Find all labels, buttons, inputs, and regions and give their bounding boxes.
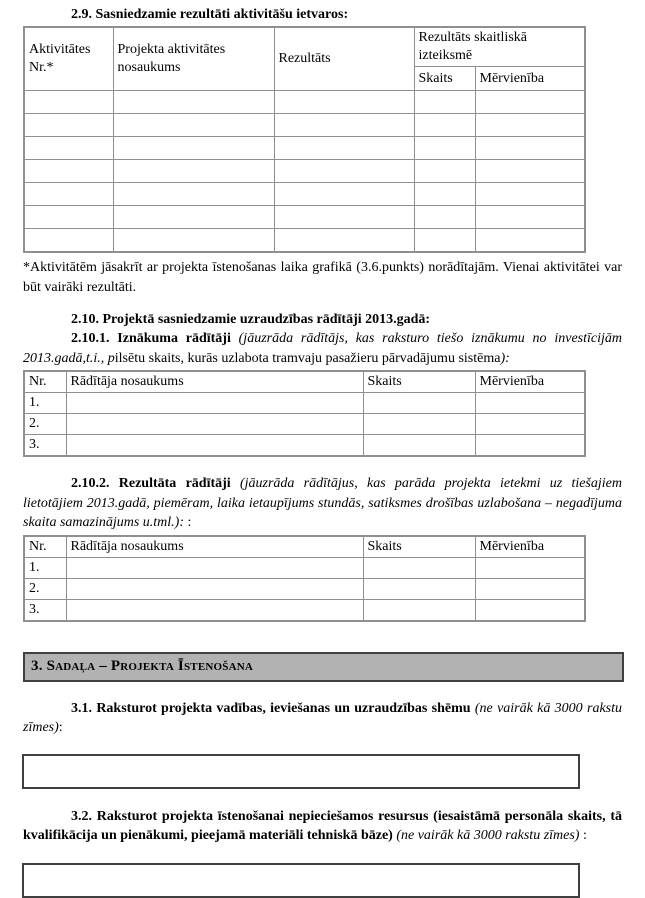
- result-indicators-table: [23, 535, 586, 622]
- unit-cell[interactable]: [475, 414, 585, 435]
- col-header-count: Skaits: [414, 67, 475, 91]
- col-header-indicator-name: Rādītāja nosaukums: [66, 371, 363, 393]
- col-header-numeric-result-group: Rezultāts skaitliskā izteiksmē: [414, 27, 585, 67]
- count-cell[interactable]: [363, 599, 475, 621]
- indicator-name-cell[interactable]: [66, 599, 363, 621]
- unit-cell[interactable]: [475, 435, 585, 457]
- activity-nr-cell[interactable]: [24, 137, 113, 160]
- unit-cell[interactable]: [475, 91, 585, 114]
- indicator-name-cell[interactable]: [66, 578, 363, 599]
- count-cell[interactable]: [414, 137, 475, 160]
- count-cell[interactable]: [414, 160, 475, 183]
- activity-name-cell[interactable]: [113, 183, 274, 206]
- row-number-cell: 1.: [24, 557, 66, 578]
- row-number-cell: 3.: [24, 435, 66, 457]
- col-header-result: Rezultāts: [274, 27, 414, 91]
- col-header-count: Skaits: [363, 371, 475, 393]
- result-cell[interactable]: [274, 114, 414, 137]
- row-number-cell: 2.: [24, 414, 66, 435]
- indicator-name-cell[interactable]: [66, 435, 363, 457]
- count-cell[interactable]: [414, 206, 475, 229]
- unit-cell[interactable]: [475, 160, 585, 183]
- para-2-10-2-bold-text: 2.10.2. Rezultāta rādītāji: [71, 476, 240, 491]
- unit-cell[interactable]: [475, 137, 585, 160]
- para-3-1: [23, 699, 622, 738]
- document-page: [23, 6, 622, 898]
- unit-cell[interactable]: [475, 183, 585, 206]
- table-row: [24, 414, 585, 435]
- activity-nr-cell[interactable]: [24, 91, 113, 114]
- activity-name-cell[interactable]: [113, 137, 274, 160]
- result-cell[interactable]: [274, 183, 414, 206]
- count-cell[interactable]: [363, 557, 475, 578]
- indicator-name-cell[interactable]: [66, 557, 363, 578]
- count-cell[interactable]: [363, 578, 475, 599]
- col-header-nr: Nr.: [24, 536, 66, 558]
- para-2-10-1-italic-tail: ):: [500, 350, 510, 366]
- table-row: [24, 91, 585, 114]
- result-cell[interactable]: [274, 137, 414, 160]
- section-3-banner: 3. Sadaļa – Projekta Īstenošana: [23, 652, 624, 682]
- count-cell[interactable]: [363, 435, 475, 457]
- unit-cell[interactable]: [475, 393, 585, 414]
- row-number-cell: 3.: [24, 599, 66, 621]
- col-header-activity-nr: Aktivitātes Nr.*: [24, 27, 113, 91]
- unit-cell[interactable]: [475, 557, 585, 578]
- count-cell[interactable]: [414, 183, 475, 206]
- para-2-10-1: [23, 329, 622, 368]
- para-2-10-1-regular-text: ilsētu skaits, kurās uzlabota tramvaju pasažieru pārvadājumu sistēma: [114, 350, 501, 366]
- para-2-10-2-tail-text: :: [184, 515, 192, 530]
- table-row: [24, 599, 585, 621]
- activity-name-cell[interactable]: [113, 91, 274, 114]
- table-row: [24, 114, 585, 137]
- count-cell[interactable]: [414, 229, 475, 253]
- unit-cell[interactable]: [475, 578, 585, 599]
- result-cell[interactable]: [274, 160, 414, 183]
- table-row: [24, 229, 585, 253]
- para-2-10-2: [23, 474, 622, 533]
- result-cell[interactable]: [274, 229, 414, 253]
- para-2-10-1-bold-text: 2.10.1. Iznākuma rādītāji: [71, 331, 239, 346]
- col-header-nr: Nr.: [24, 371, 66, 393]
- unit-cell[interactable]: [475, 229, 585, 253]
- count-cell[interactable]: [363, 393, 475, 414]
- table-row: [24, 435, 585, 457]
- unit-cell[interactable]: [475, 114, 585, 137]
- activity-name-cell[interactable]: [113, 229, 274, 253]
- para-3-2-tail-text: :: [579, 828, 587, 843]
- indicator-name-cell[interactable]: [66, 414, 363, 435]
- activity-name-cell[interactable]: [113, 160, 274, 183]
- activity-nr-cell[interactable]: [24, 160, 113, 183]
- footnote-activities: *Aktivitātēm jāsakrīt ar projekta īstenošanas laika grafikā (3.6.punkts) norādītajām. Vienai aktivitātei var būt vairāki rezultāti.: [23, 260, 622, 295]
- activity-nr-cell[interactable]: [24, 114, 113, 137]
- table-row: [24, 137, 585, 160]
- col-header-count: Skaits: [363, 536, 475, 558]
- count-cell[interactable]: [414, 91, 475, 114]
- para-3-2: [23, 807, 622, 846]
- activity-name-cell[interactable]: [113, 206, 274, 229]
- result-cell[interactable]: [274, 206, 414, 229]
- col-header-indicator-name: Rādītāja nosaukums: [66, 536, 363, 558]
- table-row: [24, 206, 585, 229]
- col-header-unit: Mērvienība: [475, 67, 585, 91]
- row-number-cell: 2.: [24, 578, 66, 599]
- para-2-10-2-italic-text: (jāuzrāda rādītājus, kas parāda projekta ietekmi uz tiešajiem lietotājiem 2013.gadā, piemēram, laika ietaupījums stundās, satiksmes drošības uzlabošana – negadījuma skaita samazinājums u.tml.):: [23, 476, 622, 530]
- output-indicators-table: [23, 370, 586, 457]
- para-3-2-italic-text: (ne vairāk kā 3000 rakstu zīmes): [396, 828, 580, 843]
- table-row: [24, 393, 585, 414]
- para-2-10-1-italic-text: (jāuzrāda rādītājs, kas raksturo tiešo iznākumu no investīcijām 2013.gadā,t.i., p: [23, 331, 622, 366]
- answer-box-3-1[interactable]: [22, 754, 580, 789]
- col-header-unit: Mērvienība: [475, 536, 585, 558]
- count-cell[interactable]: [363, 414, 475, 435]
- heading-2-9: 2.9. Sasniedzamie rezultāti aktivitāšu ietvaros:: [71, 7, 349, 22]
- answer-box-3-2[interactable]: [22, 863, 580, 898]
- result-cell[interactable]: [274, 91, 414, 114]
- col-header-activity-name: Projekta aktivitātes nosaukums: [113, 27, 274, 91]
- count-cell[interactable]: [414, 114, 475, 137]
- activity-nr-cell[interactable]: [24, 229, 113, 253]
- activity-results-table: [23, 26, 586, 253]
- unit-cell[interactable]: [475, 206, 585, 229]
- col-header-unit: Mērvienība: [475, 371, 585, 393]
- para-3-1-tail-text: :: [58, 720, 63, 735]
- indicator-name-cell[interactable]: [66, 393, 363, 414]
- para-3-1-italic-text: (ne vairāk kā 3000 rakstu zīmes): [23, 700, 622, 735]
- row-number-cell: 1.: [24, 393, 66, 414]
- para-3-2-bold-text: 3.2. Raksturot projekta īstenošanai nepieciešamos resursus (iesaistāmā personāla skaits, tā kvalifikācija un pienākumi, pieejamā materiāli tehniskā bāze): [23, 808, 622, 843]
- activity-name-cell[interactable]: [113, 114, 274, 137]
- table-row: [24, 557, 585, 578]
- heading-2-10: 2.10. Projektā sasniedzamie uzraudzības rādītāji 2013.gadā:: [71, 312, 431, 327]
- table-row: [24, 578, 585, 599]
- activity-nr-cell[interactable]: [24, 183, 113, 206]
- table-row: [24, 160, 585, 183]
- table-row: [24, 183, 585, 206]
- unit-cell[interactable]: [475, 599, 585, 621]
- activity-nr-cell[interactable]: [24, 206, 113, 229]
- para-3-1-bold-text: 3.1. Raksturot projekta vadības, ieviešanas un uzraudzības shēmu: [71, 700, 475, 716]
